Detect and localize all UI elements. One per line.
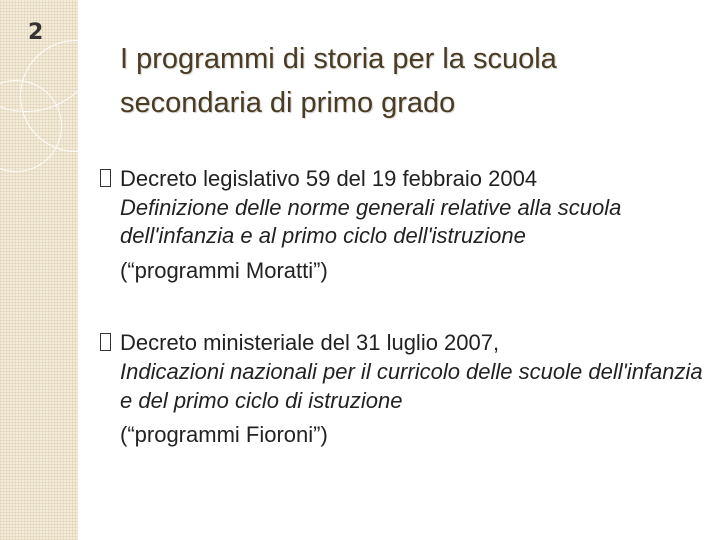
bullet-description: Definizione delle norme generali relative alla scuola dell'infanzia e al primo ciclo dell'istruzione <box>120 194 622 249</box>
bullet-box-icon <box>100 169 111 187</box>
bullet-box-icon <box>100 333 111 351</box>
bullet-item <box>100 165 710 285</box>
bullet-heading: Decreto legislativo 59 del 19 febbraio 2004 <box>120 166 538 191</box>
bullet-description: Indicazioni nazionali per il curricolo delle scuole dell'infanzia e del primo ciclo di istruzione <box>120 358 703 413</box>
bullet-list <box>100 165 710 494</box>
decorative-side-strip <box>0 0 78 540</box>
bullet-nickname: (“programmi Fioroni”) <box>120 422 328 448</box>
bullet-item <box>100 329 710 449</box>
bullet-heading: Decreto ministeriale del 31 luglio 2007, <box>120 330 500 356</box>
bullet-nickname: (“programmi Moratti”) <box>120 257 328 283</box>
slide-title: I programmi di storia per la scuola secondaria di primo grado <box>120 43 557 119</box>
slide-number: 2 <box>28 20 44 45</box>
